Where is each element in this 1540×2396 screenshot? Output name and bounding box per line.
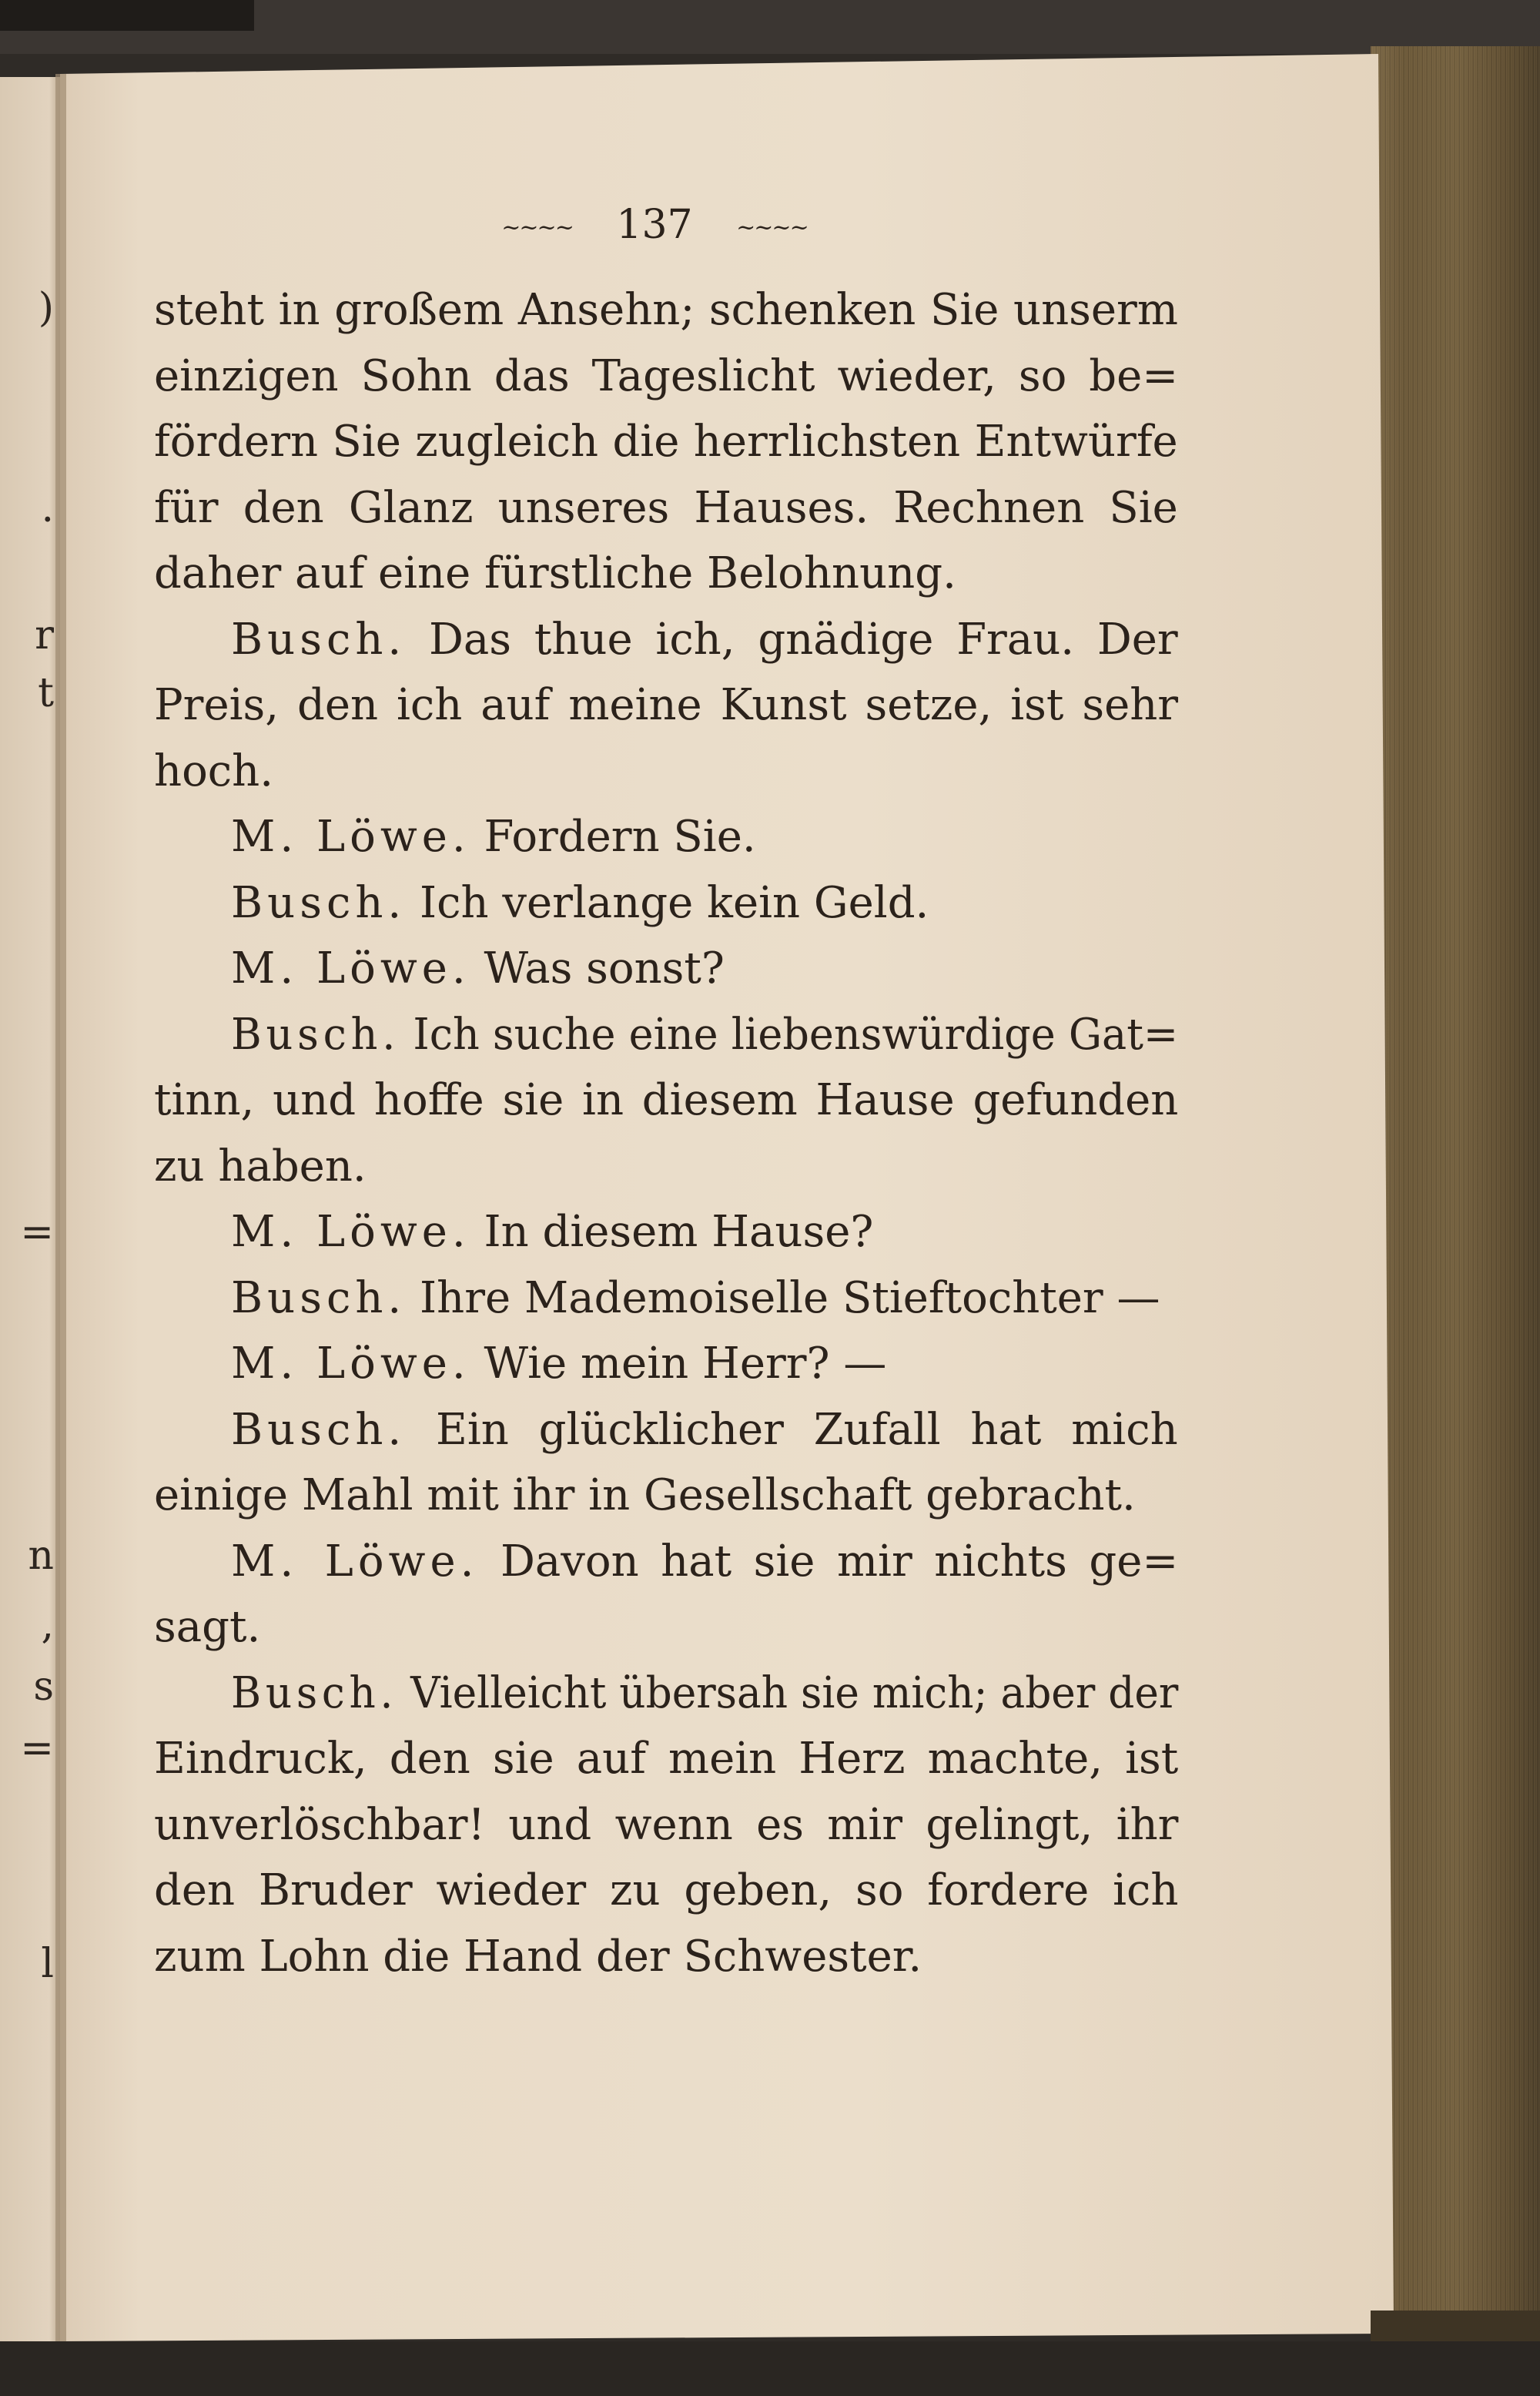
text-line: [154, 739, 1178, 805]
edge-fragment: =: [20, 1209, 54, 1255]
line-text: Ich suche eine liebenswürdige Gat=: [413, 1009, 1179, 1060]
line-text: unverlöschbar! und wenn es mir gelingt, ihr: [154, 1799, 1179, 1850]
dialogue-line: [154, 936, 1178, 1002]
line-text: tinn, und hoffe sie in diesem Hause gefunden: [154, 1075, 1179, 1125]
dialogue-line: [154, 804, 1178, 870]
speaker-name: Busch.: [231, 877, 407, 928]
line-text: zum Lohn die Hand der Schwester.: [154, 1931, 922, 1982]
line-text: Ich verlange kein Geld.: [420, 877, 929, 928]
text-line: [154, 1594, 1178, 1660]
line-text: für den Glanz unseres Hauses. Rechnen Sie: [154, 482, 1178, 533]
dialogue-line: [154, 1265, 1178, 1332]
edge-fragment: l: [41, 1941, 54, 1987]
text-line: [154, 1924, 1178, 1990]
line-text: Ihre Mademoiselle Stieftochter —: [420, 1272, 1160, 1323]
line-text: Preis, den ich auf meine Kunst setze, ist sehr: [154, 680, 1179, 730]
edge-fragment: s: [33, 1664, 54, 1710]
dialogue-line: [154, 1331, 1178, 1397]
text-line: [154, 1726, 1178, 1792]
dialogue-line: [154, 1529, 1178, 1595]
speaker-name: Busch.: [231, 1009, 400, 1060]
line-text: einzigen Sohn das Tageslicht wieder, so be=: [154, 350, 1179, 401]
edge-fragment: .: [41, 485, 54, 531]
line-text: Ein glücklicher Zufall hat mich: [436, 1404, 1178, 1455]
line-text: Wie mein Herr? —: [484, 1339, 887, 1389]
dialogue-line: [154, 1002, 1178, 1068]
text-line: [154, 343, 1178, 410]
page-number: 137: [616, 202, 693, 248]
text-line: [154, 1792, 1178, 1858]
line-text: In diesem Hause?: [484, 1207, 874, 1257]
text-line: [154, 409, 1178, 475]
speaker-name: M. Löwe.: [231, 943, 470, 994]
speaker-name: Busch.: [231, 1404, 407, 1455]
text-line: [154, 672, 1178, 739]
line-text: einige Mahl mit ihr in Gesellschaft gebracht.: [154, 1470, 1136, 1520]
speaker-name: M. Löwe.: [231, 1339, 470, 1389]
line-text: fördern Sie zugleich die herrlichsten Entwürfe: [154, 417, 1178, 467]
speaker-name: Busch.: [231, 1667, 398, 1718]
text-line: [154, 1463, 1178, 1529]
line-text: Was sonst?: [484, 943, 725, 994]
text-line: [154, 277, 1178, 343]
edge-fragment: n: [28, 1533, 54, 1579]
line-text: Vielleicht übersah sie mich; aber der: [410, 1667, 1179, 1718]
page-header: [462, 202, 847, 256]
line-text: sagt.: [154, 1602, 261, 1652]
speaker-name: M. Löwe.: [231, 1207, 470, 1257]
edge-fragment: ,: [41, 1602, 54, 1648]
page-body-text: [154, 277, 1178, 1989]
speaker-name: M. Löwe.: [231, 812, 470, 862]
text-line: [154, 1858, 1178, 1924]
line-text: zu haben.: [154, 1141, 367, 1191]
dialogue-line: [154, 1199, 1178, 1265]
edge-fragment: =: [20, 1725, 54, 1771]
line-text: Fordern Sie.: [484, 812, 756, 862]
text-line: [154, 475, 1178, 541]
speaker-name: Busch.: [231, 614, 407, 665]
header-ornament-left: ~~~~: [501, 214, 573, 241]
dialogue-line: [154, 1397, 1178, 1463]
edge-fragment: r: [35, 612, 54, 658]
edge-fragment: t: [38, 670, 54, 716]
line-text: den Bruder wieder zu geben, so fordere ich: [154, 1865, 1179, 1915]
text-line: [154, 541, 1178, 607]
line-text: Das thue ich, gnädige Frau. Der: [429, 614, 1178, 665]
text-line: [154, 1134, 1178, 1200]
line-text: Davon hat sie mir nichts ge=: [500, 1536, 1179, 1587]
edge-fragment: ): [38, 285, 54, 331]
line-text: daher auf eine fürstliche Belohnung.: [154, 548, 956, 598]
line-text: Eindruck, den sie auf mein Herz machte, ist: [154, 1734, 1179, 1784]
line-text: steht in großem Ansehn; schenken Sie unserm: [154, 285, 1178, 335]
dialogue-line: [154, 1660, 1178, 1727]
text-line: [154, 1067, 1178, 1134]
dialogue-line: [154, 607, 1178, 673]
speaker-name: M. Löwe.: [231, 1536, 479, 1587]
header-ornament-right: ~~~~: [736, 214, 808, 241]
speaker-name: Busch.: [231, 1272, 407, 1323]
dialogue-line: [154, 870, 1178, 937]
line-text: hoch.: [154, 746, 274, 796]
